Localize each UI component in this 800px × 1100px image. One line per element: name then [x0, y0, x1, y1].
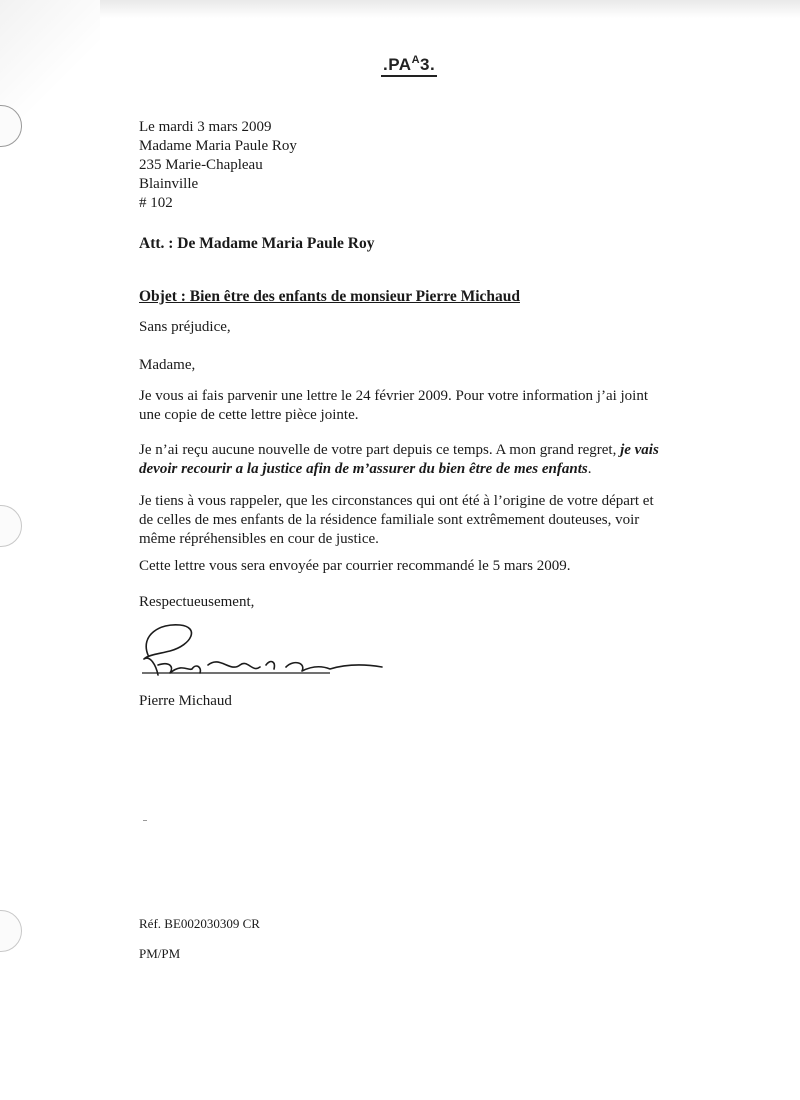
recipient-street: 235 Marie-Chapleau — [139, 157, 263, 173]
stamp-superscript: A — [411, 54, 421, 66]
salutation: Madame, — [139, 357, 196, 373]
attention-line: Att. : De Madame Maria Paule Roy — [139, 235, 375, 252]
paragraph-4: Cette lettre vous sera envoyée par courrier recommandé le 5 mars 2009. — [139, 558, 571, 574]
stamp-prefix: .PA — [383, 55, 412, 74]
paragraph-2-end: . — [587, 461, 592, 477]
punch-hole — [0, 910, 22, 952]
handwritten-signature — [130, 615, 390, 685]
scan-mark — [143, 820, 147, 821]
signer-name: Pierre Michaud — [139, 693, 232, 709]
paragraph-3: Je tiens à vous rappeler, que les circonstances qui ont été à l’origine de votre départ et de celles de mes enfants de la résidence familiale sont extrêmement douteuses, voir même répréhensibles en cour de justice. — [139, 493, 654, 547]
paragraph-2 — [139, 441, 669, 479]
paragraph-2-emphasis: je vais devoir recourir a la justice afin de m’assurer du bien être de mes enfants — [139, 442, 659, 477]
address-block — [139, 118, 639, 213]
paragraph-2-text: Je n’ai reçu aucune nouvelle de votre part depuis ce temps. A mon grand regret, — [139, 442, 621, 458]
punch-hole — [0, 505, 22, 547]
stamp-suffix: 3. — [420, 55, 436, 74]
closing-line: Respectueusement, — [139, 594, 255, 610]
reference-number: Réf. BE002030309 CR — [139, 916, 260, 931]
paragraph-1: Je vous ai fais parvenir une lettre le 24 février 2009. Pour votre information j’ai joint une copie de cette lettre pièce jointe. — [139, 388, 649, 423]
initials: PM/PM — [139, 946, 181, 961]
scan-top-edge — [95, 0, 800, 18]
date-line: Le mardi 3 mars 2009 — [139, 119, 272, 135]
document-stamp — [381, 55, 437, 77]
recipient-name: Madame Maria Paule Roy — [139, 138, 297, 154]
recipient-city: Blainville — [139, 176, 199, 192]
without-prejudice: Sans préjudice, — [139, 319, 231, 335]
recipient-unit: # 102 — [139, 195, 173, 211]
subject-line: Objet : Bien être des enfants de monsieur Pierre Michaud — [139, 288, 520, 305]
